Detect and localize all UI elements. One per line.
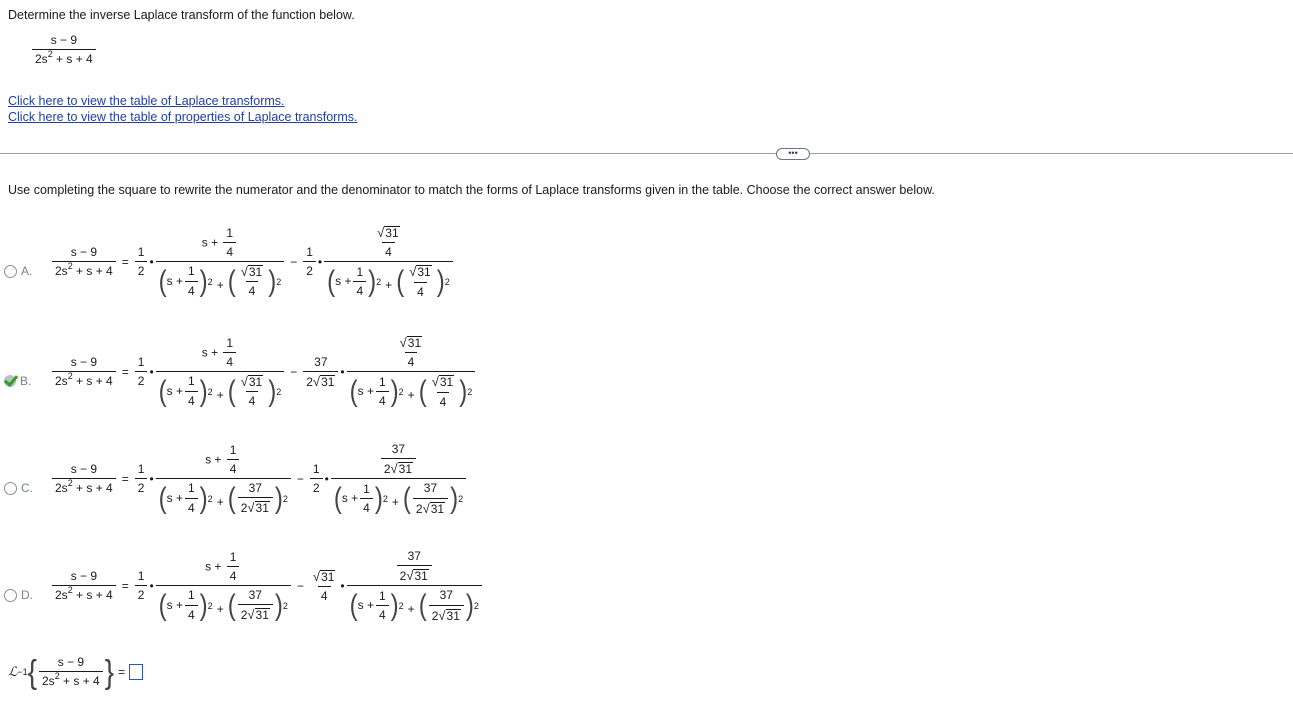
option-d-expression: $\frac{s - 9}{2s^2 + s + 4}$ = $\frac{1}{2}$ • s + $\frac{1}{4}$ ( s + $\frac{1}{4}$ ) 2 + ( 37 2 √ 31 ) 2 − √ 31 4 • 37 2 √ 31 ( s + $\frac{1}{4}$ ) 2 + ( 37 2 √ 31 ) 2 (50, 550, 484, 623)
option-a-expression: $\frac{s - 9}{2s^2 + s + 4}$ = $\frac{1}{2}$ • s + $\frac{1}{4}$ ( s + $\frac{1}{4}$ ) 2 + ( √ 31 4 ) 2 − $\frac{1}{2}$ • √ 31 4 ( s + $\frac{1}{4}$ ) 2 + ( √ 31 4 ) 2 (50, 226, 455, 299)
answer-input-box[interactable] (129, 664, 143, 680)
option-c-label: C. (21, 481, 33, 495)
function-fraction (32, 34, 96, 66)
option-c[interactable] (4, 481, 33, 495)
option-b-label: B. (20, 374, 32, 388)
instruction-text: Use completing the square to rewrite the numerator and the denominator to match the forms of Laplace transforms given in the table. Choose the correct answer below. (8, 183, 935, 197)
laplace-table-link[interactable]: Click here to view the table of Laplace transforms. (8, 94, 285, 108)
option-c-radio[interactable] (4, 482, 17, 495)
laplace-properties-link[interactable]: Click here to view the table of properties of Laplace transforms. (8, 110, 358, 124)
option-b[interactable] (4, 374, 31, 388)
option-a[interactable] (4, 264, 32, 278)
option-d-radio[interactable] (4, 589, 17, 602)
option-a-radio[interactable] (4, 265, 17, 278)
answer-fraction: $\frac{s - 9}{2s^2 + s + 4}$ (39, 656, 103, 688)
more-button[interactable]: ••• (776, 148, 810, 160)
function-denominator: $2s^2 + s + 4$ (32, 49, 96, 66)
function-display (30, 34, 98, 66)
function-numerator: s − 9 (50, 33, 78, 47)
option-b-expression: $\frac{s - 9}{2s^2 + s + 4}$ = $\frac{1}{2}$ • s + $\frac{1}{4}$ ( s + $\frac{1}{4}$ ) 2 + ( √ 31 4 ) 2 − 37 2 √ 31 • √ 31 4 ( s + $\frac{1}{4}$ ) 2 + ( √ 31 4 ) 2 (50, 336, 477, 409)
option-c-expression: $\frac{s - 9}{2s^2 + s + 4}$ = $\frac{1}{2}$ • s + $\frac{1}{4}$ ( s + $\frac{1}{4}$ ) 2 + ( 37 2 √ 31 ) 2 − $\frac{1}{2}$ • 37 2 √ 31 ( s + $\frac{1}{4}$ ) 2 + ( 37 2 √ 31 ) 2 (50, 443, 468, 516)
option-a-label: A. (21, 264, 33, 278)
option-d-label: D. (21, 588, 33, 602)
correct-check-icon[interactable] (4, 375, 16, 387)
inverse-laplace-answer-row: ℒ −1 { $\frac{s - 9}{2s^2 + s + 4}$ } = (8, 656, 143, 688)
divider (0, 153, 1293, 154)
option-d[interactable] (4, 588, 33, 602)
question-prompt: Determine the inverse Laplace transform of the function below. (8, 8, 355, 22)
laplace-symbol: ℒ (8, 664, 18, 680)
